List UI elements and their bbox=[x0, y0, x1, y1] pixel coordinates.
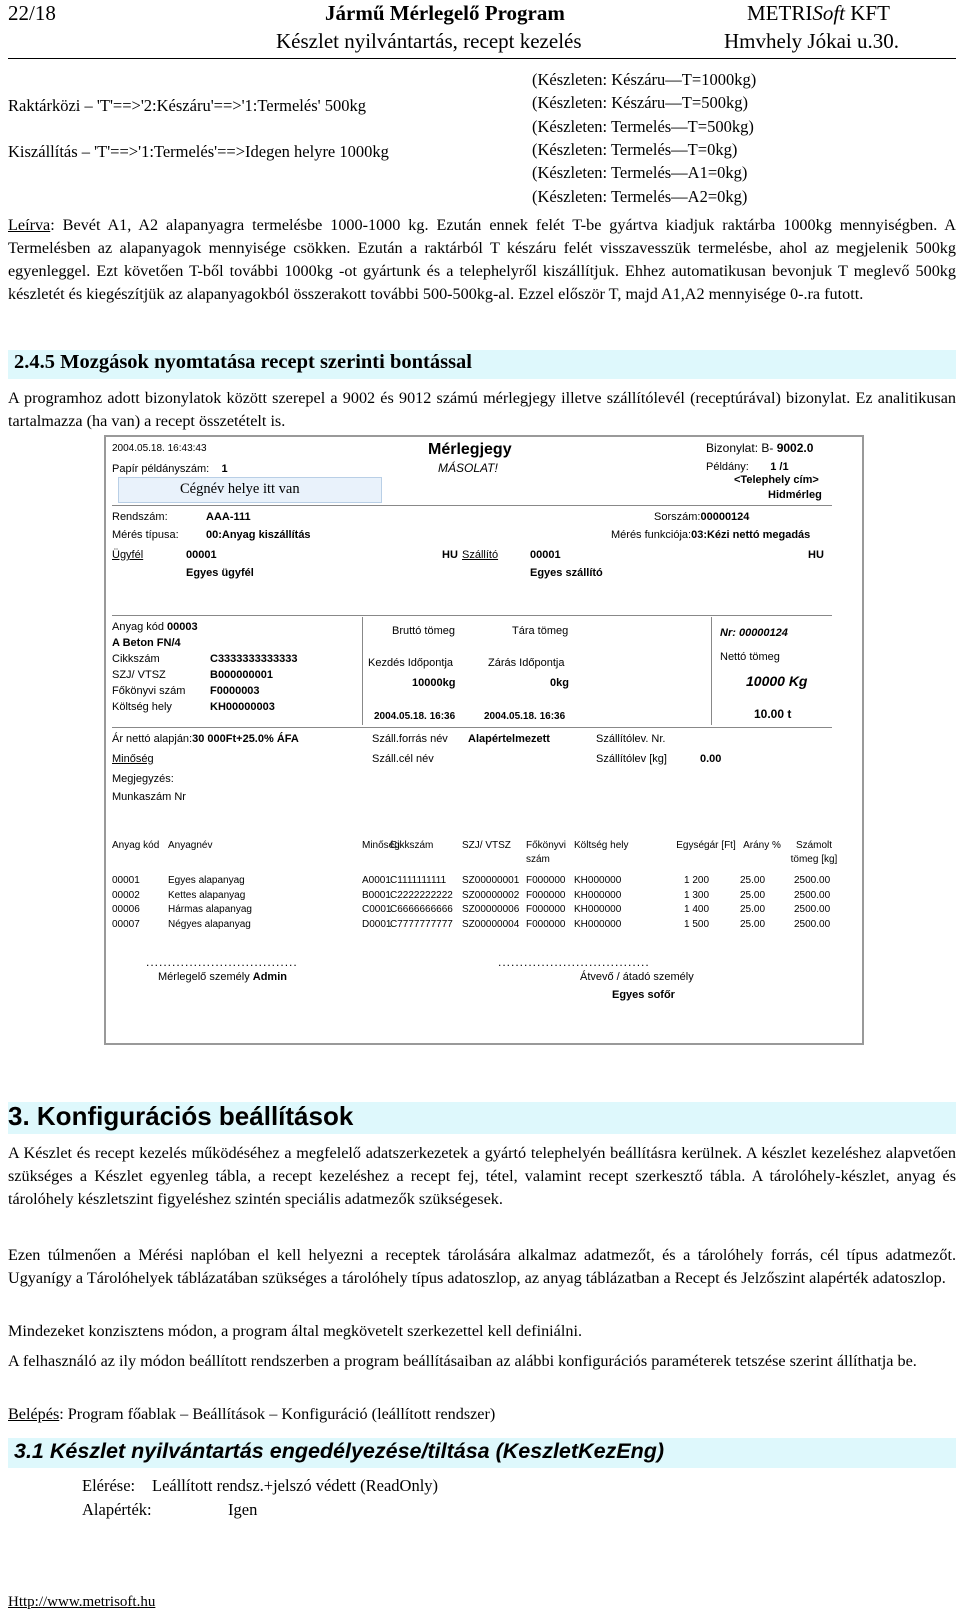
table-cell: D0001 bbox=[362, 918, 392, 930]
access-value: Leállított rendsz.+jelszó védett (ReadOnly) bbox=[152, 1476, 439, 1495]
table-cell: 25.00 bbox=[740, 875, 766, 886]
form-vrule bbox=[711, 617, 712, 725]
form-rule bbox=[112, 727, 832, 728]
form-dest-label: Száll.cél név bbox=[372, 753, 434, 765]
stock-status-line: (Készleten: Termelés—A2=0kg) bbox=[532, 186, 748, 206]
intro-transfer-line: Raktárközi – 'T'==>'2:Készáru'==>'1:Termelés' 500kg bbox=[8, 96, 366, 115]
form-item-label: Cikkszám bbox=[112, 653, 160, 665]
form-start-label: Kezdés Időpontja bbox=[368, 657, 454, 669]
section-3-paragraph-1: A Készlet és recept kezelés működéséhez a megfelelő adatszerkezetek a gyártó telephelyén beállításra kerülnek. A készlet kezeléshez alapvetően szükséges a Készlet egyenleg tábla, a recept kezeléshez a recept fej, tétel, valamint recept szerkesztő tábla. A tárolóhely-készlet, anyag és tárolóhely készletszint figyeléshez szintén speciális adatmezők szükségesek. bbox=[8, 1144, 956, 1208]
section-245-text: A programhoz adott bizonylatok között szerepel a 9002 és 9012 számú mérlegjegy illetve szállítólevél (receptúrával) bizonylat. Ez analitikusan tartalmazza (ha van) a recept összetételt is. bbox=[8, 389, 956, 430]
form-job-label: Munkaszám Nr bbox=[112, 791, 186, 803]
table-cell: SZ00000004 bbox=[462, 918, 520, 930]
doc-subtitle: Készlet nyilvántartás, recept kezelés bbox=[276, 29, 582, 53]
table-cell: C1111111111 bbox=[390, 875, 447, 886]
table-cell: 1 400 bbox=[684, 904, 710, 915]
form-close-label: Zárás Időpontja bbox=[488, 657, 565, 669]
form-source-label: Száll.forrás név bbox=[372, 733, 448, 745]
form-ledger-value: F0000003 bbox=[210, 685, 260, 697]
form-dnkg-value: 0.00 bbox=[700, 753, 722, 765]
form-site-address: <Telephely cím> bbox=[734, 474, 819, 486]
default-value: Igen bbox=[228, 1500, 258, 1519]
table-cell: SZ00000002 bbox=[462, 889, 520, 901]
form-carrier-country: HU bbox=[808, 549, 824, 561]
table-header-cell: Főkönyvi szám bbox=[526, 840, 567, 865]
table-cell: 25.00 bbox=[740, 904, 766, 915]
page-number: 22/18 bbox=[8, 1, 56, 25]
form-material-code: Anyag kód 00003 bbox=[112, 621, 198, 633]
header-divider bbox=[8, 58, 956, 59]
form-source-value: Alapértelmezett bbox=[468, 733, 550, 745]
table-cell: Kettes alapanyag bbox=[168, 889, 246, 901]
table-cell: 1 500 bbox=[684, 918, 710, 930]
form-gross-label: Bruttó tömeg bbox=[392, 625, 455, 637]
description-paragraph: Leírva: Bevét A1, A2 alapanyagra termelésbe 1000-1000 kg. Ezután ennek felét T-be gyártva kiadjuk raktárba 1000kg mennyiségben. A Termelésben az alapanyagok mennyisége csökken. Ezután a raktárból T készáru felét visszavesszük termelésbe, ahol az megjelenik 500kg egyenleggel. Ezt követően T-ből további 1000kg -ot gyártunk és a telephelyről kiszállítjuk. Ehhez automatikusan bevonjuk T meglevő 500kg készletét és kiegészítjük az alapanyagokból összerakott további 500-500kg-al. Ezzel először T, majd A1,A2 mennyisége 0-.ra futott. bbox=[8, 216, 956, 303]
form-plate-value: AAA-111 bbox=[206, 511, 251, 523]
form-dn-label: Szállítólev. Nr. bbox=[596, 733, 666, 745]
stock-status-line: (Készleten: Készáru—T=1000kg) bbox=[532, 70, 757, 89]
table-cell: B0001 bbox=[362, 889, 391, 901]
form-plate-label: Rendszám: bbox=[112, 511, 168, 523]
sig-right-dots: ................................... bbox=[498, 955, 650, 969]
table-cell: 25.00 bbox=[740, 889, 766, 901]
form-client-label: Ügyfél bbox=[112, 549, 144, 561]
table-header-cell: Anyagnév bbox=[168, 840, 213, 851]
table-cell: F000000 bbox=[526, 918, 566, 930]
form-dnkg-label: Szállítólev [kg] bbox=[596, 753, 667, 765]
form-copy-mark: MÁSOLAT! bbox=[438, 461, 498, 475]
table-cell: 00006 bbox=[112, 904, 140, 915]
weigh-ticket-image bbox=[104, 435, 864, 1045]
form-client-code: 00001 bbox=[186, 549, 217, 561]
form-title: Mérlegjegy bbox=[428, 441, 512, 458]
form-tare-value: 0kg bbox=[550, 677, 569, 689]
form-date: 2004.05.18. 16:43:43 bbox=[112, 443, 207, 454]
form-note-label: Megjegyzés: bbox=[112, 773, 174, 785]
form-site-name: Hidmérleg bbox=[768, 489, 822, 501]
table-cell: 00007 bbox=[112, 918, 140, 930]
table-cell: C0001 bbox=[362, 904, 392, 915]
form-cost-value: KH00000003 bbox=[210, 701, 275, 713]
form-type-value: 00:Anyag kiszállítás bbox=[206, 529, 311, 541]
table-cell: SZ00000006 bbox=[462, 904, 520, 915]
table-cell: Négyes alapanyag bbox=[168, 918, 251, 930]
section-3-paragraph-3: Mindezeket konzisztens módon, a program által megkövetelt szerkezettel kell definiálni. bbox=[8, 1322, 583, 1340]
form-item-value: C3333333333333 bbox=[210, 653, 298, 665]
sig-left-label: Mérlegelő személy Admin bbox=[158, 971, 287, 983]
table-cell: 2500.00 bbox=[794, 889, 831, 901]
form-nr: Nr: 00000124 bbox=[720, 627, 788, 639]
description-label: Leírva bbox=[8, 216, 51, 234]
form-rule bbox=[112, 505, 832, 506]
table-cell: A0001 bbox=[362, 875, 391, 886]
form-net-label: Nettó tömeg bbox=[720, 651, 780, 663]
form-net-value: 10000 Kg bbox=[746, 673, 808, 689]
form-quality-label: Minőség bbox=[112, 753, 154, 765]
table-cell: 00001 bbox=[112, 875, 140, 886]
form-cost-label: Költség hely bbox=[112, 701, 172, 713]
default-label: Alapérték: bbox=[82, 1500, 152, 1519]
form-paper-count: Papír példányszám: 1 bbox=[112, 463, 228, 475]
table-header-cell: Anyag kód bbox=[112, 840, 160, 851]
company-address: Hmvhely Jókai u.30. bbox=[724, 29, 899, 53]
section-31-heading: 3.1 Készlet nyilvántartás engedélyezése/tiltása (KeszletKezEng) bbox=[14, 1439, 665, 1463]
table-header-cell: SZJ/ VTSZ bbox=[462, 840, 511, 851]
section-3-entry: Belépés: Program főablak – Beállítások – Konfiguráció (leállított rendszer) bbox=[8, 1405, 496, 1423]
form-szj-label: SZJ/ VTSZ bbox=[112, 669, 166, 681]
form-start-value: 2004.05.18. 16:36 bbox=[374, 711, 456, 722]
form-client-country: HU bbox=[442, 549, 458, 561]
form-tare-label: Tára tömeg bbox=[512, 625, 569, 637]
company-name: METRISoft KFT bbox=[747, 1, 890, 25]
intro-shipping-line: Kiszállítás – 'T'==>'1:Termelés'==>Idegen helyre 1000kg bbox=[8, 142, 389, 161]
table-cell: 1 200 bbox=[684, 875, 710, 886]
table-cell: 2500.00 bbox=[794, 875, 831, 886]
table-cell: KH000000 bbox=[574, 875, 622, 886]
table-cell: F000000 bbox=[526, 875, 566, 886]
form-client-name: Egyes ügyfél bbox=[186, 567, 254, 579]
form-rule bbox=[112, 615, 832, 616]
table-cell: 25.00 bbox=[740, 918, 766, 930]
table-cell: Hármas alapanyag bbox=[168, 904, 252, 915]
table-cell: KH000000 bbox=[574, 889, 622, 901]
table-cell: C2222222222 bbox=[390, 889, 453, 901]
table-cell: C6666666666 bbox=[390, 904, 453, 915]
table-cell: F000000 bbox=[526, 904, 566, 915]
table-cell: C7777777777 bbox=[390, 918, 453, 930]
sig-right-name: Egyes sofőr bbox=[612, 989, 675, 1001]
form-gross-value: 10000kg bbox=[412, 677, 456, 689]
footer-link[interactable]: Http://www.metrisoft.hu bbox=[8, 1594, 156, 1610]
section-245-heading: 2.4.5 Mozgások nyomtatása recept szerinti bontással bbox=[14, 351, 472, 373]
table-header-cell: Költség hely bbox=[574, 840, 629, 851]
form-close-value: 2004.05.18. 16:36 bbox=[484, 711, 566, 722]
form-copy-count: Példány: 1 /1 bbox=[706, 461, 789, 473]
form-carrier-code: 00001 bbox=[530, 549, 561, 561]
stock-status-line: (Készleten: Termelés—A1=0kg) bbox=[532, 163, 748, 183]
form-szj-value: B000000001 bbox=[210, 669, 274, 681]
table-cell: SZ00000001 bbox=[462, 875, 520, 886]
stock-status-line: (Készleten: Készáru—T=500kg) bbox=[532, 93, 748, 113]
doc-title: Jármű Mérlegelő Program bbox=[325, 1, 565, 25]
form-carrier-name: Egyes szállító bbox=[530, 567, 603, 579]
table-header-cell: Arány % bbox=[743, 840, 781, 851]
table-cell: 1 300 bbox=[684, 889, 710, 901]
form-function: Mérés funkciója:03:Kézi nettó megadás bbox=[611, 529, 811, 541]
table-header-cell: Minőség bbox=[362, 840, 400, 851]
table-cell: F000000 bbox=[526, 889, 566, 901]
form-vrule bbox=[362, 617, 363, 725]
table-cell: Egyes alapanyag bbox=[168, 875, 245, 886]
table-header-cell: Cikkszám bbox=[390, 840, 434, 851]
table-header-cell: Számolt tömeg [kg] bbox=[790, 840, 838, 865]
sig-left-dots: ................................... bbox=[146, 955, 298, 969]
form-serial: Sorszám:00000124 bbox=[654, 511, 750, 523]
form-doc-label: Bizonylat: B- 9002.0 bbox=[706, 441, 814, 455]
sig-right-label: Átvevő / átadó személy bbox=[580, 971, 694, 983]
table-cell: 00002 bbox=[112, 889, 140, 901]
table-header-cell: Egységár [Ft] bbox=[676, 840, 736, 851]
form-carrier-label: Szállító bbox=[462, 549, 499, 561]
stock-status-line: (Készleten: Termelés—T=0kg) bbox=[532, 139, 738, 159]
section-3-paragraph-4: A felhasználó az ily módon beállított rendszerben a program beállításaiban az alábbi konfigurációs paraméterek tetszése szerint állíthatja be. bbox=[8, 1352, 917, 1370]
company-placeholder-text: Cégnév helye itt van bbox=[180, 481, 300, 497]
form-net-tons: 10.00 t bbox=[754, 707, 792, 721]
section-3-heading: 3. Konfigurációs beállítások bbox=[8, 1101, 354, 1131]
table-cell: KH000000 bbox=[574, 918, 622, 930]
table-cell: 2500.00 bbox=[794, 904, 831, 915]
table-cell: KH000000 bbox=[574, 904, 622, 915]
stock-status-line: (Készleten: Termelés—T=500kg) bbox=[532, 116, 754, 136]
section-3-paragraph-2: Ezen túlmenően a Mérési naplóban el kell helyezni a receptek tárolására alkalmaz adatmezőt, és a tárolóhely forrás, cél típus adatmezőt. Ugyanígy a Tárolóhelyek táblázatában szükséges a tárolóhely típus adatoszlop, az anyag táblázatban a Recept és Jelzőszint alapérték adatoszlop. bbox=[8, 1246, 956, 1287]
form-price: Ár nettó alapján:30 000Ft+25.0% ÁFA bbox=[112, 733, 299, 745]
table-cell: 2500.00 bbox=[794, 918, 831, 930]
form-ledger-label: Főkönyvi szám bbox=[112, 685, 186, 697]
form-type-label: Mérés típusa: bbox=[112, 529, 179, 541]
form-material-name: A Beton FN/4 bbox=[112, 637, 181, 649]
access-label: Elérése: bbox=[82, 1476, 136, 1495]
